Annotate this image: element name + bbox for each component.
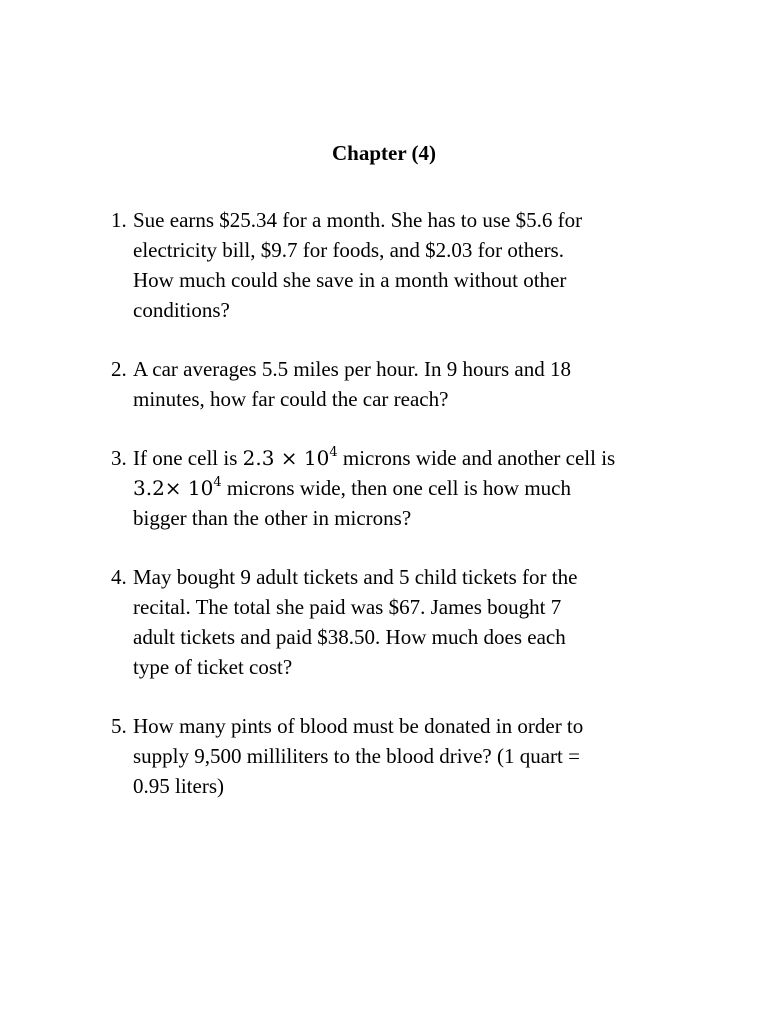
problem-text-line xyxy=(133,443,671,473)
problem-number: 3. xyxy=(111,446,127,470)
problem-text-line: minutes, how far could the car reach? xyxy=(133,387,449,411)
problem-text-line: recital. The total she paid was $67. James bought 7 xyxy=(133,595,562,619)
math-exponent: 4 xyxy=(329,445,338,460)
problem-1 xyxy=(111,205,671,325)
problem-number: 5. xyxy=(111,714,127,738)
problem-5 xyxy=(111,711,671,801)
problem-text-line: conditions? xyxy=(133,298,230,322)
problem-text-line: adult tickets and paid $38.50. How much does each xyxy=(133,625,566,649)
math-exponent: 4 xyxy=(213,475,222,490)
problem-text-line xyxy=(133,473,671,503)
problem-text: microns wide and another cell is xyxy=(337,446,616,470)
problem-text-line: How many pints of blood must be donated in order to xyxy=(133,714,584,738)
problem-text-line: bigger than the other in microns? xyxy=(133,506,412,530)
problem-list xyxy=(111,205,671,830)
chapter-title: Chapter (4) xyxy=(331,141,436,165)
problem-text: If one cell is xyxy=(133,446,243,470)
problem-text-line: supply 9,500 milliliters to the blood drive? (1 quart = xyxy=(133,744,580,768)
math-base: 2.3 × 10 xyxy=(242,446,330,470)
problem-4 xyxy=(111,562,671,682)
math-expression xyxy=(133,476,222,500)
problem-number: 4. xyxy=(111,565,127,589)
problem-text-line: A car averages 5.5 miles per hour. In 9 hours and 18 xyxy=(133,357,571,381)
problem-number: 1. xyxy=(111,208,127,232)
problem-text: microns wide, then one cell is how much xyxy=(221,476,571,500)
math-expression xyxy=(243,446,338,470)
math-base: 3.2× 10 xyxy=(133,476,214,500)
problem-text-line: 0.95 liters) xyxy=(133,774,224,798)
problem-number: 2. xyxy=(111,357,127,381)
problem-text-line: electricity bill, $9.7 for foods, and $2.03 for others. xyxy=(133,238,564,262)
problem-text-line: Sue earns $25.34 for a month. She has to use $5.6 for xyxy=(133,208,583,232)
problem-text-line: How much could she save in a month without other xyxy=(133,268,567,292)
problem-3 xyxy=(111,443,671,533)
problem-text-line: type of ticket cost? xyxy=(133,655,293,679)
problem-text-line: May bought 9 adult tickets and 5 child tickets for the xyxy=(133,565,578,589)
problem-2 xyxy=(111,354,671,414)
